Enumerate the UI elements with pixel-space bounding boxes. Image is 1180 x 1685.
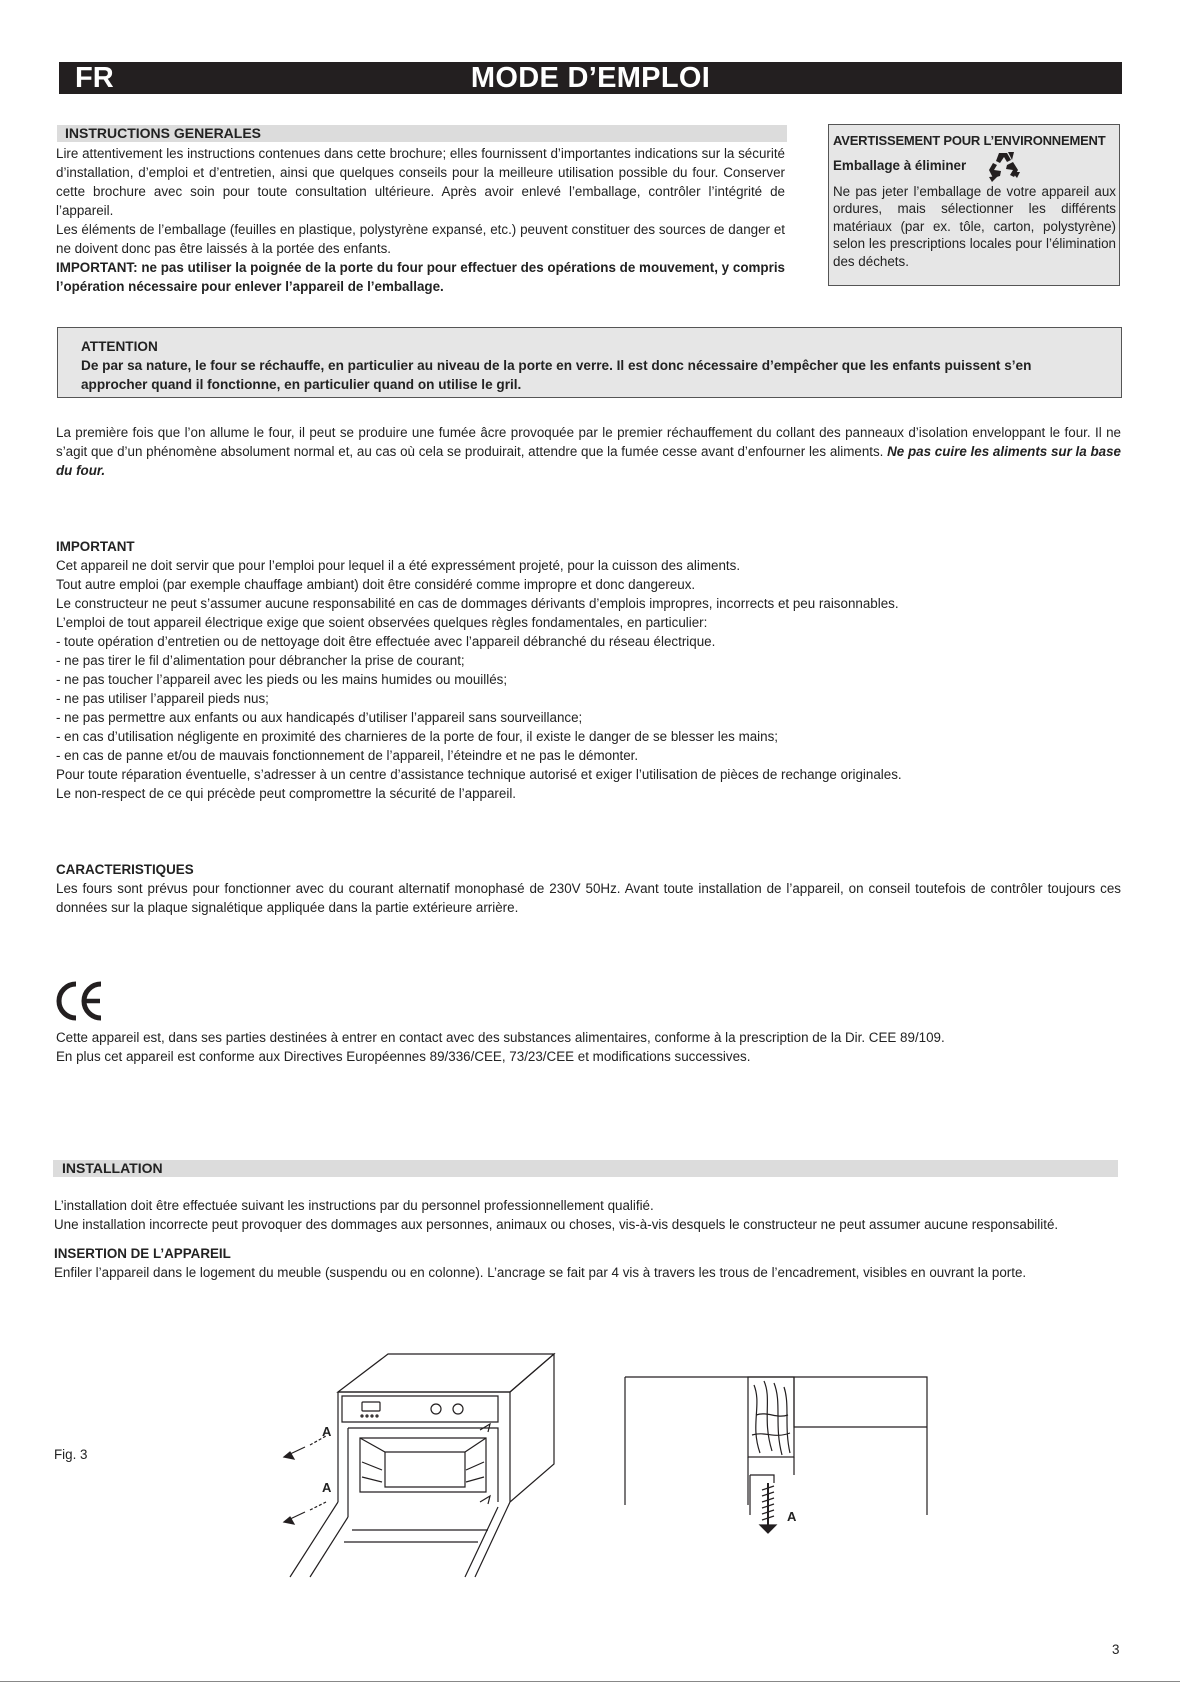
list-item: - en cas de panne et/ou de mauvais fonctionnement de l’appareil, l’éteindre et ne pas le démonter.	[56, 748, 639, 763]
general-para-2: Les éléments de l’emballage (feuilles en plastique, polystyrène expansé, etc.) peuvent constituer des sources de danger et ne doivent donc pas être laissés à la portée des enfants.	[56, 222, 785, 256]
ce-conformity	[56, 1028, 1121, 1066]
callout-a-lower: A	[322, 1480, 332, 1495]
language-code: FR	[75, 62, 114, 94]
characteristics-section	[56, 860, 1121, 917]
installation-body	[54, 1196, 1122, 1282]
cabinet-section-diagram	[622, 1375, 932, 1560]
installation-heading: INSTALLATION	[53, 1160, 1118, 1177]
general-instructions-heading: INSTRUCTIONS GENERALES	[57, 125, 787, 142]
general-instructions-body	[56, 144, 785, 296]
ce-line-1: Cette appareil est, dans ses parties destinées à entrer en contact avec des substances alimentaires, conforme à la prescription de la Dir. CEE 89/109.	[56, 1030, 945, 1045]
insertion-heading: INSERTION DE L’APPAREIL	[54, 1246, 231, 1261]
list-item: - toute opération d’entretien ou de nettoyage doit être effectuée avec l’appareil débranché du réseau électrique.	[56, 634, 716, 649]
first-use-emphasis: Ne pas cuire les aliments sur la base du four.	[56, 444, 1121, 478]
list-item: Le non-respect de ce qui précède peut compromettre la sécurité de l’appareil.	[56, 786, 517, 801]
ce-mark-icon	[56, 980, 106, 1027]
installation-line-2: Une installation incorrecte peut provoquer des dommages aux personnes, animaux ou choses, vis-à-vis desquels le constructeur ne peut assumer aucune responsabilité.	[54, 1217, 1059, 1232]
general-para-1: Lire attentivement les instructions contenues dans cette brochure; elles fournissent d’importantes indications sur la sécurité d’installation, d’emploi et d’entretien, ainsi que quelques conseils pour la meilleure utilisation possible du four. Conserver cette brochure avec soin pour toute consultation ultérieure. Après avoir enlevé l’emballage, contrôler l’intégrité de l’appareil.	[56, 146, 785, 218]
attention-heading: ATTENTION	[81, 339, 158, 354]
characteristics-heading: CARACTERISTIQUES	[56, 862, 194, 877]
page-number: 3	[1112, 1642, 1120, 1657]
insertion-text: Enfiler l’appareil dans le logement du meuble (suspendu ou en colonne). L’ancrage se fait par 4 vis à travers les trous de l’encadrement, visibles en ouvrant la porte.	[54, 1265, 1027, 1280]
first-use-paragraph	[56, 423, 1121, 480]
oven-diagram	[270, 1352, 570, 1587]
bottom-rule	[0, 1681, 1180, 1682]
list-item: Le constructeur ne peut s’assumer aucune responsabilité en cas de dommages dérivants d’emplois impropres, incorrects et peu raisonnables.	[56, 596, 899, 611]
general-important: IMPORTANT: ne pas utiliser la poignée de la porte du four pour effectuer des opérations de mouvement, y compris l’opération nécessaire pour enlever l’appareil de l’emballage.	[56, 260, 785, 294]
list-item: Cet appareil ne doit servir que pour l’emploi pour lequel il a été expressément projeté, pour la cuisson des aliments.	[56, 558, 741, 573]
ce-line-2: En plus cet appareil est conforme aux Directives Européennes 89/336/CEE, 73/23/CEE et modifications successives.	[56, 1049, 751, 1064]
attention-box	[57, 327, 1122, 398]
figure-label: Fig. 3	[54, 1447, 88, 1462]
list-item: - ne pas tirer le fil d’alimentation pour débrancher la prise de courant;	[56, 653, 465, 668]
page-title: MODE D’EMPLOI	[470, 62, 711, 94]
callout-a-screw: A	[787, 1509, 797, 1524]
list-item: - ne pas utiliser l’appareil pieds nus;	[56, 691, 269, 706]
list-item: - en cas d’utilisation négligente en proximité des charnieres de la porte de four, il existe le danger de se blesser les mains;	[56, 729, 779, 744]
first-use-text: La première fois que l’on allume le four, il peut se produire une fumée âcre provoquée par le premier réchauffement du collant des panneaux d’isolation enveloppant le four. Il ne s’agit que d’un phénomène absolument normal et, au cas où cela se produirait, attendre que la fumée cesse avant d’enfourner les aliments.	[56, 425, 1121, 459]
environment-box	[828, 124, 1120, 286]
page-header	[59, 62, 1122, 94]
important-heading: IMPORTANT	[56, 539, 135, 554]
environment-heading: AVERTISSEMENT POUR L’ENVIRONNEMENT	[833, 133, 1106, 148]
environment-text: Ne pas jeter l’emballage de votre appareil aux ordures, mais sélectionner les différents matériaux (par ex. tôle, carton, polystyrène) selon les prescriptions locales pour l’élimination des déchets.	[833, 183, 1116, 269]
recycle-icon	[987, 151, 1021, 188]
installation-line-1: L’installation doit être effectuée suivant les instructions par du personnel professionnellement qualifié.	[54, 1198, 654, 1213]
callout-a-upper: A	[322, 1424, 332, 1439]
list-item: - ne pas permettre aux enfants ou aux handicapés d’utiliser l’appareil sans sourveillance;	[56, 710, 583, 725]
list-item: L’emploi de tout appareil électrique exige que soient observées quelques règles fondamentales, en particulier:	[56, 615, 708, 630]
list-item: Pour toute réparation éventuelle, s’adresser à un centre d’assistance technique autorisé et exiger l’utilisation de pièces de rechange originales.	[56, 767, 902, 782]
important-list	[56, 556, 1121, 803]
environment-subheading: Emballage à éliminer	[833, 157, 967, 173]
attention-text: De par sa nature, le four se réchauffe, en particulier au niveau de la porte en verre. Il est donc nécessaire d’empêcher que les enfants puissent s’en approcher quand il fonctionne, en particulier quand on utilise le gril.	[81, 358, 1032, 392]
list-item: Tout autre emploi (par exemple chauffage ambiant) doit être considéré comme impropre et donc dangereux.	[56, 577, 696, 592]
list-item: - ne pas toucher l’appareil avec les pieds ou les mains humides ou mouillés;	[56, 672, 508, 687]
important-section	[56, 537, 1121, 803]
characteristics-text: Les fours sont prévus pour fonctionner avec du courant alternatif monophasé de 230V 50Hz. Avant toute installation de l’appareil, on conseil toutefois de contrôler toujours ces données sur la plaque signalétique appliquée dans la partie extérieure arrière.	[56, 881, 1121, 915]
